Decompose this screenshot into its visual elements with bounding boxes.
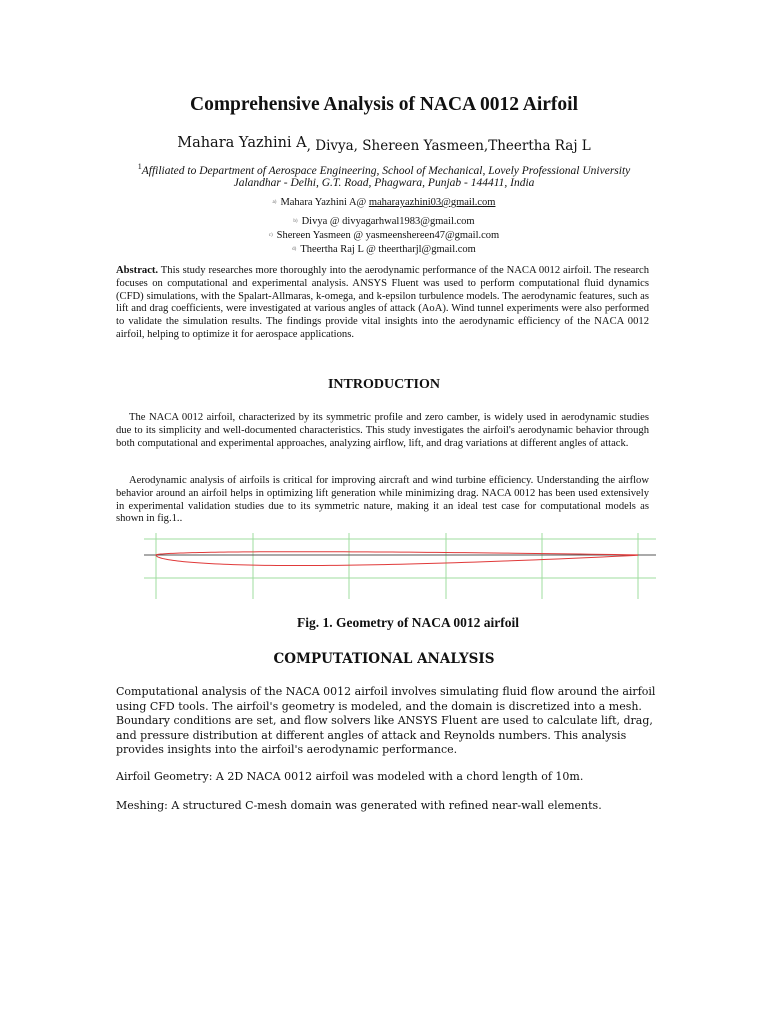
airfoil-geometry-paragraph: Airfoil Geometry: A 2D NACA 0012 airfoil was modeled with a chord length of 10m. — [116, 770, 584, 783]
email-marker: d) — [292, 247, 297, 252]
paragraph-line: provides insights into the airfoil's aerodynamic performance. — [116, 743, 458, 756]
email-name: Divya @ — [301, 216, 343, 227]
abstract-label: Abstract. — [116, 265, 159, 276]
email-line-1 — [0, 197, 768, 208]
paper-title: Comprehensive Analysis of NACA 0012 Airfoil — [189, 94, 579, 115]
section-heading-computational: COMPUTATIONAL ANALYSIS — [273, 651, 495, 667]
affiliation-line-2: Jalandhar - Delhi, G.T. Road, Phagwara, Punjab - 144411, India — [233, 177, 535, 189]
section-heading-introduction: INTRODUCTION — [327, 377, 440, 392]
figure-caption: Fig. 1. Geometry of NACA 0012 airfoil — [297, 615, 519, 630]
airfoil-profile — [156, 552, 638, 566]
email-marker: b) — [293, 219, 298, 224]
other-authors: , Divya, Shereen Yasmeen,Theertha Raj L — [306, 138, 591, 154]
email-name: Theertha Raj L @ — [300, 244, 379, 255]
affiliation-line-1 — [0, 162, 768, 177]
introduction-paragraph-2: Aerodynamic analysis of airfoils is critical for improving aircraft and wind turbine efficiency. Understanding the airflow behavior around an airfoil helps in optimizing lift generation while minimizing drag. NACA 0012 has been used extensively in experimental validation studies due to its symmetric nature, making it an ideal test case for computational models as shown in fig.1.. — [116, 475, 649, 525]
email-marker: c) — [268, 233, 273, 238]
email-marker: a) — [272, 200, 277, 205]
introduction-paragraph-1: The NACA 0012 airfoil, characterized by its symmetric profile and zero camber, is widely used in aerodynamic studies due to its simplicity and well-documented characteristics. This study investigates the airfoil's aerodynamic behavior through both computational and experimental approaches, analyzing airflow, lift, and drag variations at different angles of attack. — [116, 412, 649, 449]
abstract-text: This study researches more thoroughly into the aerodynamic performance of the NACA 0012 airfoil. The research focuses on computational and experimental analysis. ANSYS Fluent was used to perform computational fluid dynamics (CFD) simulations, with the Spalart-Allmaras, k-omega, and k-epsilon turbulence models. The aerodynamic features, such as lift and drag coefficients, were investigated at various angles of attack (AoA). Wind tunnel experiments were also performed to validate the simulation results. The findings provide vital insights into the aerodynamic efficiency of the NACA 0012 airfoil, helping to optimize it for aerospace applications. — [116, 265, 649, 340]
airfoil-geometry-figure — [144, 533, 656, 599]
affiliation-text-1: Affiliated to Department of Aerospace Engineering, School of Mechanical, Lovely Professional University — [141, 164, 631, 177]
affiliation-mark: 1 — [137, 162, 142, 171]
paragraph-line: and pressure distribution at different angles of attack and Reynolds numbers. This analysis — [116, 728, 627, 742]
computational-paragraph-1 — [116, 685, 656, 758]
author-list — [0, 135, 768, 154]
figure-grid — [144, 533, 656, 599]
paragraph-line: Computational analysis of the NACA 0012 airfoil involves simulating fluid flow around the airfoil — [116, 685, 656, 698]
email-line-4 — [0, 244, 768, 255]
paragraph-line: using CFD tools. The airfoil's geometry is modeled, and the domain is discretized into a mesh. — [116, 699, 642, 713]
email-line-2 — [0, 216, 768, 227]
email-address: yasmeenshereen47@gmail.com — [365, 230, 500, 241]
paragraph-line: Boundary conditions are set, and flow solvers like ANSYS Fluent are used to calculate lift, drag, — [116, 714, 653, 727]
email-line-3 — [0, 230, 768, 241]
meshing-paragraph: Meshing: A structured C-mesh domain was generated with refined near-wall elements. — [116, 799, 602, 812]
abstract — [116, 265, 649, 342]
email-address: divyagarhwal1983@gmail.com — [342, 216, 475, 227]
email-address: theertharjl@gmail.com — [378, 244, 476, 255]
first-author: Mahara Yazhini A — [177, 135, 307, 151]
email-name: Mahara Yazhini A@ — [280, 197, 369, 208]
email-name: Shereen Yasmeen @ — [276, 230, 366, 241]
email-address-link[interactable]: maharayazhini03@gmail.com — [368, 197, 496, 208]
